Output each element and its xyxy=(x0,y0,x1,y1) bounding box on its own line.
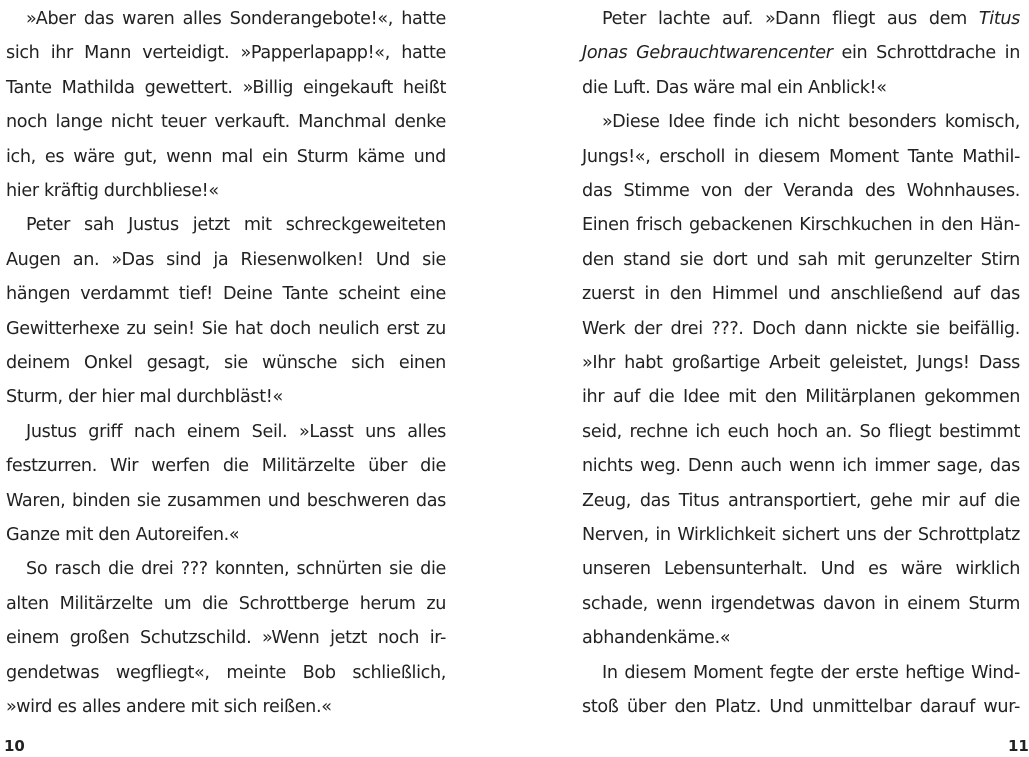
text-line: festzurren. Wir werfen die Militärzelte über die xyxy=(6,456,446,477)
text-line: Gewitterhexe zu sein! Sie hat doch neulich erst zu xyxy=(6,318,446,339)
text-segment: Zeug, das Titus antransportiert, gehe mir auf die xyxy=(582,490,1020,511)
text-segment: seid, rechne ich euch hoch an. So fliegt bestimmt xyxy=(582,421,1020,442)
text-segment: ihr auf die Idee mit den Militärplanen gekommen xyxy=(582,387,1020,408)
text-segment: Jungs!«, erscholl in diesem Moment Tante Mathil- xyxy=(582,146,1020,167)
text-line: hängen verdammt tief! Deine Tante scheint eine xyxy=(6,284,446,305)
text-line xyxy=(582,277,1020,311)
text-line: Tante Mathilda gewettert. »Billig eingekauft heißt xyxy=(6,77,446,98)
text-line xyxy=(582,518,1020,552)
text-line xyxy=(582,415,1020,449)
text-line: Sturm, der hier mal durchbläst!« xyxy=(6,387,283,408)
text-line xyxy=(582,449,1020,483)
italic-text: Titus xyxy=(978,9,1020,29)
text-line: deinem Onkel gesagt, sie wünsche sich einen xyxy=(6,353,446,373)
text-line: alten Militärzelte um die Schrottberge herum zu xyxy=(6,593,446,614)
text-line: Waren, binden sie zusammen und beschweren das xyxy=(6,490,446,511)
text-line xyxy=(582,174,1020,208)
text-line xyxy=(582,380,1020,414)
text-line xyxy=(582,2,1020,36)
italic-text: Jonas Gebrauchtwarencenter xyxy=(582,43,833,64)
text-segment: abhandenkäme.« xyxy=(582,628,731,649)
text-segment: die Luft. Das wäre mal ein Anblick!« xyxy=(582,77,887,98)
text-line xyxy=(582,621,1020,655)
text-line xyxy=(582,105,1020,139)
text-line: Augen an. »Das sind ja Riesenwolken! Und sie xyxy=(6,249,446,270)
text-line: So rasch die drei ??? konnten, schnürten sie die xyxy=(26,559,446,580)
text-line: hier kräftig durchbliese!« xyxy=(6,181,219,201)
text-line: ich, es wäre gut, wenn mal ein Sturm käme und xyxy=(6,146,446,167)
text-segment: schade, wenn irgendetwas davon in einem Sturm xyxy=(582,593,1020,614)
text-line: gendetwas wegfliegt«, meinte Bob schließlich, xyxy=(6,662,446,683)
page-number-right: 11 xyxy=(1008,737,1029,755)
text-segment: »Ihr habt großartige Arbeit geleistet, Jungs! Dass xyxy=(582,353,1020,373)
text-segment: »Diese Idee finde ich nicht besonders komisch, xyxy=(602,112,1020,133)
text-segment: ein Schrottdrache in xyxy=(832,43,1020,64)
text-line xyxy=(582,312,1020,346)
text-segment: den stand sie dort und sah mit gerunzelter Stirn xyxy=(582,249,1020,270)
text-segment: Nerven, in Wirklichkeit sichert uns der Schrottplatz xyxy=(582,525,1020,545)
text-segment: Einen frisch gebackenen Kirschkuchen in den Hän- xyxy=(582,215,1020,236)
text-segment: In diesem Moment fegte der erste heftige Wind- xyxy=(602,662,1020,683)
text-line: »wird es alles andere mit sich reißen.« xyxy=(6,697,332,717)
text-line xyxy=(582,587,1020,621)
text-line: noch lange nicht teuer verkauft. Manchmal denke xyxy=(6,112,446,133)
text-line xyxy=(582,690,1020,724)
text-segment: nichts weg. Denn auch wenn ich immer sage, das xyxy=(582,456,1020,477)
text-line xyxy=(582,243,1020,277)
page-number-left: 10 xyxy=(4,737,25,755)
text-line xyxy=(582,656,1020,690)
text-line: »Aber das waren alles Sonderangebote!«, hatte xyxy=(26,9,446,29)
text-line xyxy=(582,71,1020,105)
text-line xyxy=(582,36,1020,70)
text-line xyxy=(582,140,1020,174)
text-line: Peter sah Justus jetzt mit schreckgeweiteten xyxy=(26,215,446,236)
text-line: Justus griff nach einem Seil. »Lasst uns alles xyxy=(26,421,446,442)
text-segment: unseren Lebensunterhalt. Und es wäre wirklich xyxy=(582,559,1020,580)
text-line xyxy=(582,208,1020,242)
text-segment: Werk der drei ???. Doch dann nickte sie beifällig. xyxy=(582,318,1020,339)
text-line xyxy=(582,346,1020,380)
text-line: Ganze mit den Autoreifen.« xyxy=(6,525,240,545)
text-segment: das Stimme von der Veranda des Wohnhauses. xyxy=(582,181,1020,201)
text-line: sich ihr Mann verteidigt. »Papperlapapp!«, hatte xyxy=(6,43,446,64)
text-line xyxy=(582,552,1020,586)
text-segment: stoß über den Platz. Und unmittelbar darauf wur- xyxy=(582,697,1020,717)
text-segment: Peter lachte auf. »Dann fliegt aus dem xyxy=(602,9,979,29)
text-segment: zuerst in den Himmel und anschließend auf das xyxy=(582,284,1020,305)
text-line xyxy=(582,484,1020,518)
text-line: einem großen Schutzschild. »Wenn jetzt noch ir- xyxy=(6,628,446,649)
